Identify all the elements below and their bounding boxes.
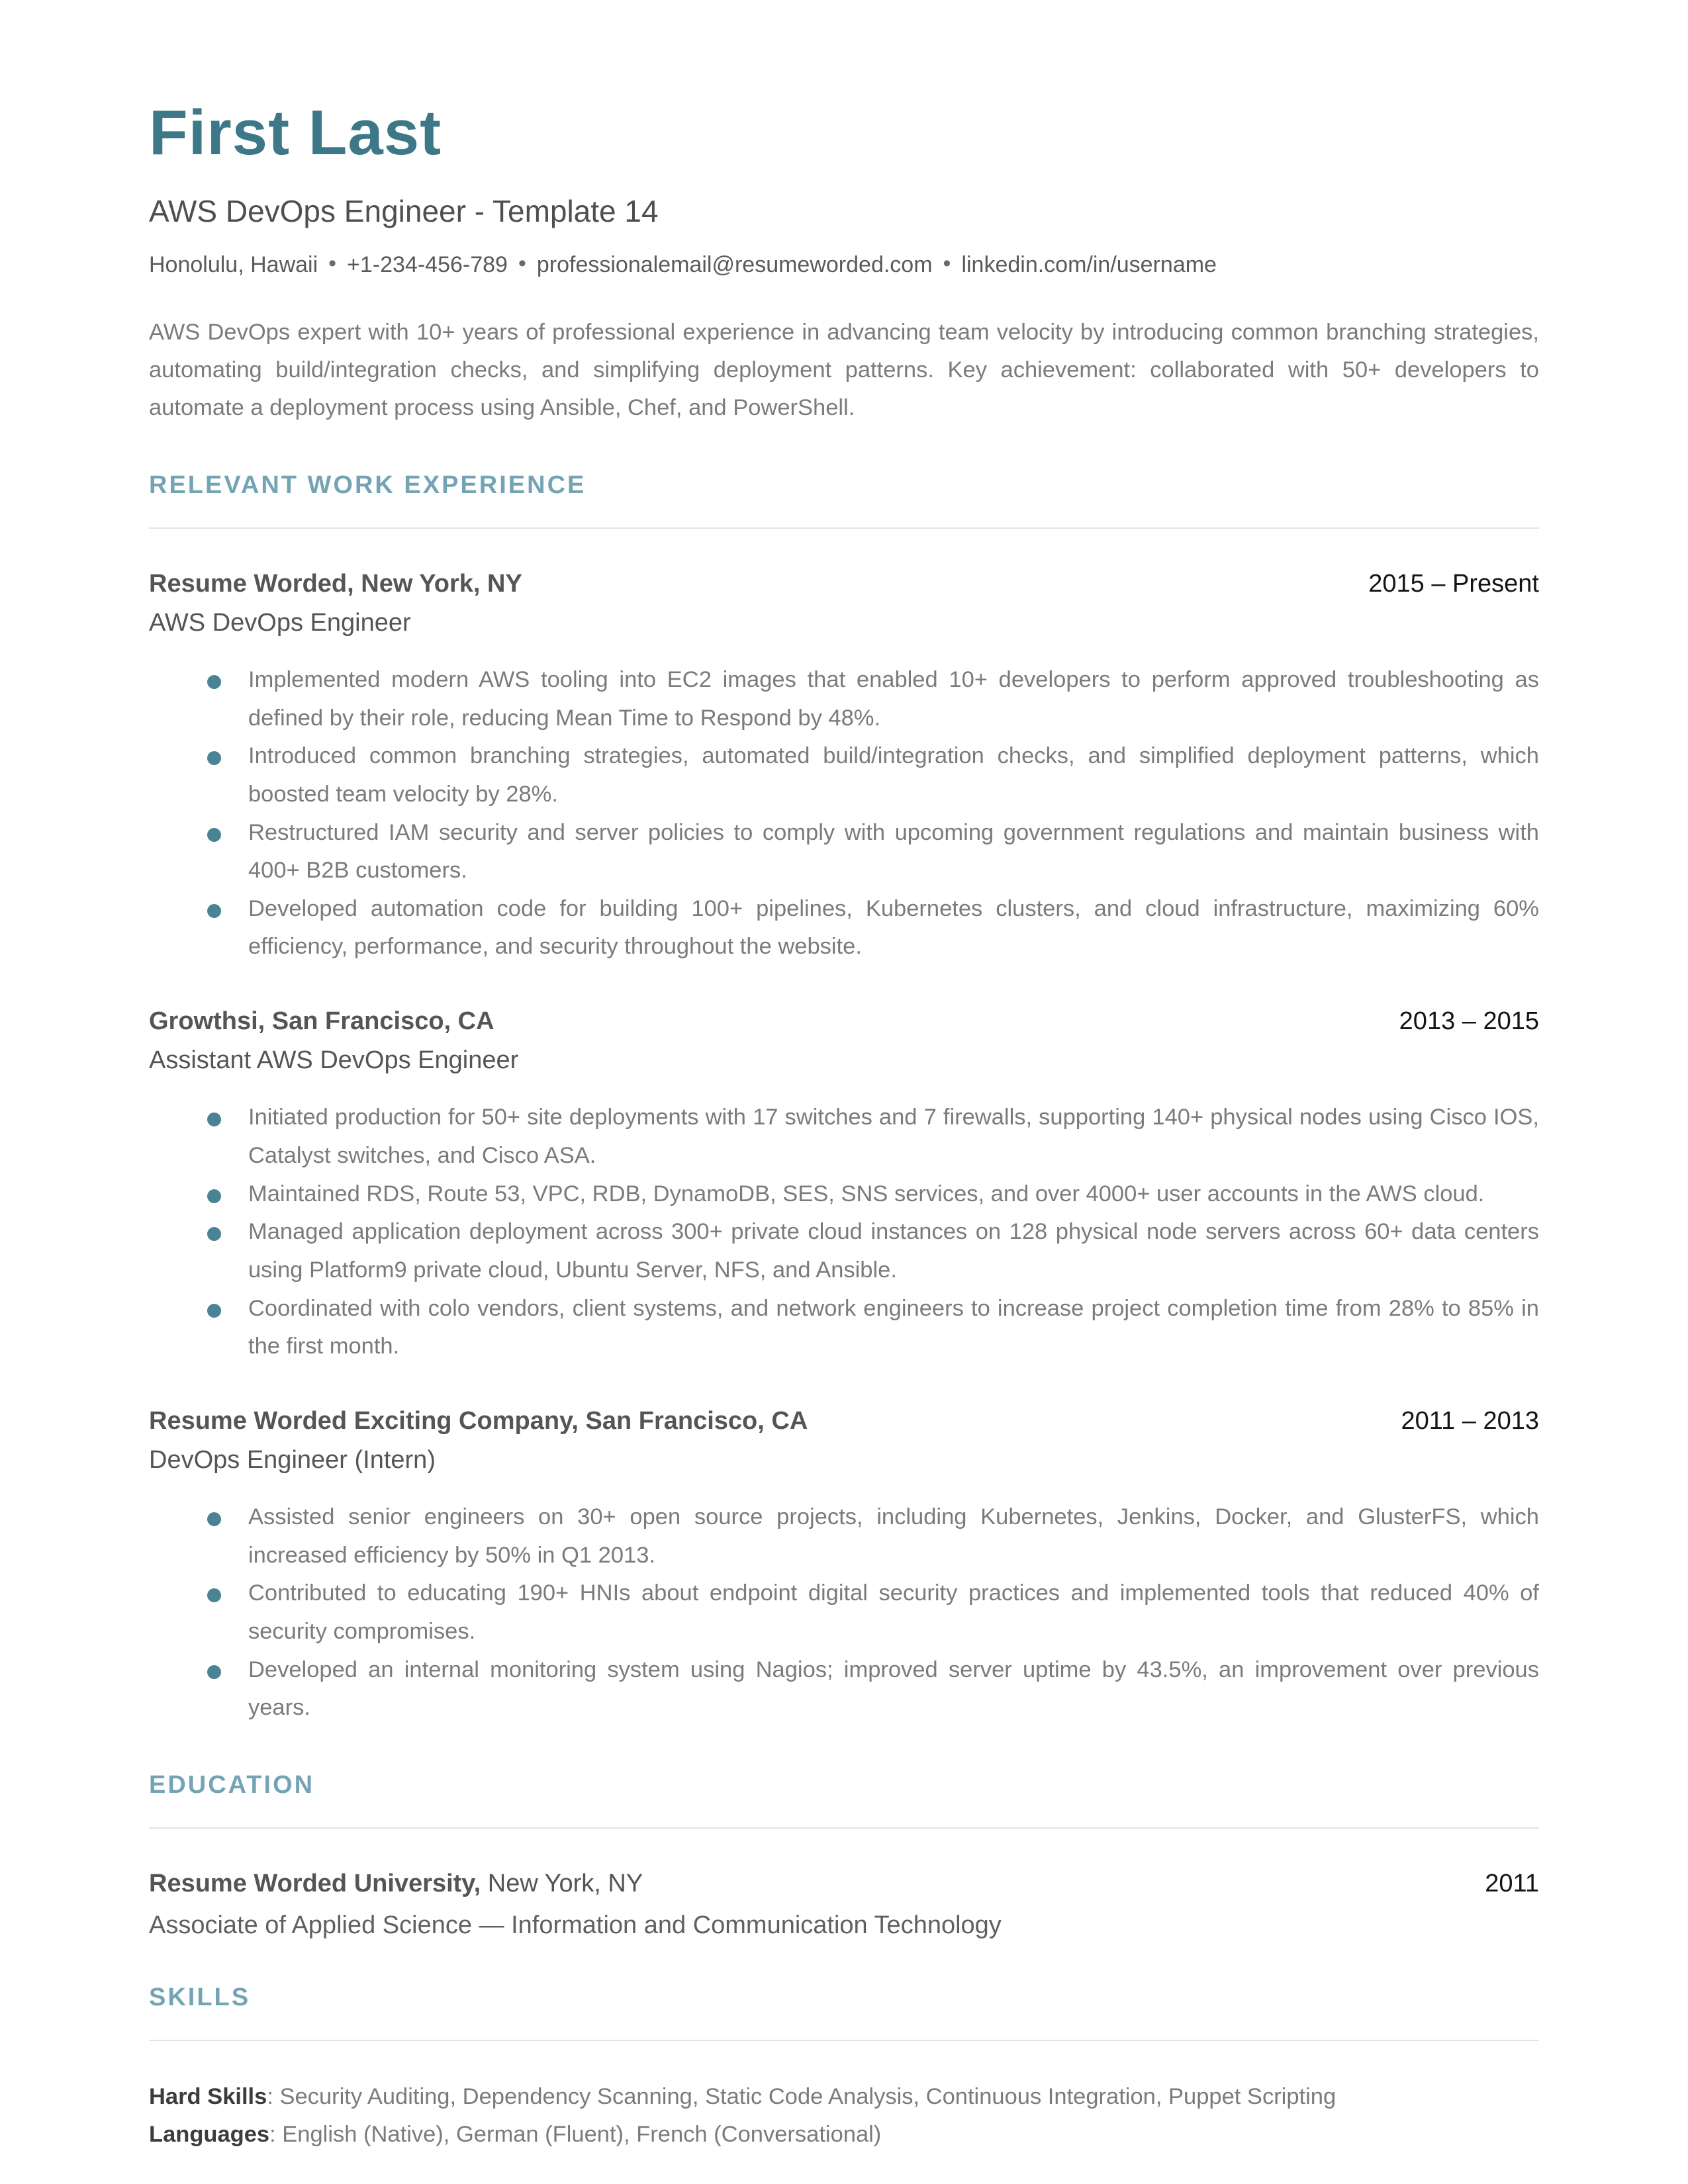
- job-company: Resume Worded Exciting Company, San Francisco, CA: [149, 1406, 808, 1435]
- education-dates: 2011: [1485, 1869, 1539, 1897]
- job-header: [149, 569, 1539, 600]
- section-divider: [149, 2040, 1539, 2041]
- bullet-list: [149, 661, 1539, 966]
- skill-line-hard-skills: [149, 2078, 1539, 2116]
- job-entry: [149, 1406, 1539, 1727]
- bullet-item: Initiated production for 50+ site deployments with 17 switches and 7 firewalls, supporting 140+ physical nodes using Cisco IOS, Catalyst switches, and Cisco ASA.: [149, 1099, 1539, 1175]
- contact-separator: •: [328, 250, 337, 276]
- section-divider: [149, 1827, 1539, 1829]
- skills-block: [149, 2078, 1539, 2153]
- contact-location: Honolulu, Hawaii: [149, 251, 318, 277]
- bullet-item: Maintained RDS, Route 53, VPC, RDB, DynamoDB, SES, SNS services, and over 4000+ user accounts in the AWS cloud.: [149, 1175, 1539, 1214]
- person-name: First Last: [149, 97, 442, 168]
- bullet-item: Introduced common branching strategies, automated build/integration checks, and simplified deployment patterns, which boosted team velocity by 28%.: [149, 737, 1539, 813]
- job-role: DevOps Engineer (Intern): [149, 1446, 436, 1475]
- education-degree: Associate of Applied Science — Information and Communication Technology: [149, 1911, 1002, 1940]
- job-company: Resume Worded, New York, NY: [149, 569, 522, 598]
- skill-label: Hard Skills: [149, 2084, 267, 2110]
- contact-separator: •: [943, 250, 951, 276]
- professional-summary: AWS DevOps expert with 10+ years of professional experience in advancing team velocity by introducing common branching strategies, automating build/integration checks, and simplifying deployment patterns. Key achievement: collaborated with 50+ developers to automate a deployment process using Ansible, Chef, and PowerShell.: [149, 319, 1539, 421]
- contact-line: [149, 252, 1539, 278]
- job-entry: [149, 569, 1539, 966]
- section-heading-education: EDUCATION: [149, 1770, 315, 1799]
- job-role: Assistant AWS DevOps Engineer: [149, 1046, 519, 1075]
- job-header: [149, 1406, 1539, 1437]
- job-entry: [149, 1006, 1539, 1366]
- education-header: [149, 1868, 1539, 1900]
- bullet-item: Implemented modern AWS tooling into EC2 images that enabled 10+ developers to perform approved troubleshooting as defined by their role, reducing Mean Time to Respond by 48%.: [149, 661, 1539, 737]
- education-entry: [149, 1868, 1539, 1940]
- job-role: AWS DevOps Engineer: [149, 609, 411, 637]
- resume-title: AWS DevOps Engineer - Template 14: [149, 193, 659, 228]
- bullet-item: Developed an internal monitoring system using Nagios; improved server uptime by 43.5%, an improvement over previous years.: [149, 1651, 1539, 1727]
- job-header: [149, 1006, 1539, 1038]
- job-company: Growthsi, San Francisco, CA: [149, 1007, 494, 1035]
- bullet-item: Assisted senior engineers on 30+ open source projects, including Kubernetes, Jenkins, Docker, and GlusterFS, which increased efficiency by 50% in Q1 2013.: [149, 1498, 1539, 1574]
- skill-label: Languages: [149, 2121, 270, 2147]
- skill-values: : English (Native), German (Fluent), French (Conversational): [269, 2121, 882, 2147]
- job-dates: 2011 – 2013: [1401, 1406, 1539, 1435]
- bullet-list: [149, 1099, 1539, 1365]
- contact-separator: •: [518, 250, 526, 276]
- bullet-item: Managed application deployment across 300+ private cloud instances on 128 physical node servers across 60+ data centers using Platform9 private cloud, Ubuntu Server, NFS, and Ansible.: [149, 1213, 1539, 1289]
- section-heading-experience: RELEVANT WORK EXPERIENCE: [149, 471, 586, 499]
- contact-email: professionalemail@resumeworded.com: [536, 251, 933, 277]
- contact-phone: +1-234-456-789: [347, 251, 508, 277]
- education-school-location: New York, NY: [487, 1869, 643, 1897]
- bullet-item: Restructured IAM security and server policies to comply with upcoming government regulations and maintain business with 400+ B2B customers.: [149, 814, 1539, 890]
- education-school: [149, 1868, 643, 1900]
- contact-linkedin: linkedin.com/in/username: [961, 251, 1217, 277]
- job-dates: 2013 – 2015: [1399, 1007, 1539, 1035]
- job-dates: 2015 – Present: [1368, 569, 1539, 598]
- education-school-name: Resume Worded University,: [149, 1869, 481, 1897]
- section-heading-skills: SKILLS: [149, 1983, 251, 2012]
- bullet-item: Contributed to educating 190+ HNIs about endpoint digital security practices and implemented tools that reduced 40% of security compromises.: [149, 1574, 1539, 1651]
- bullet-item: Coordinated with colo vendors, client systems, and network engineers to increase project completion time from 28% to 85% in the first month.: [149, 1290, 1539, 1366]
- skill-line-languages: [149, 2116, 1539, 2154]
- section-divider: [149, 527, 1539, 529]
- skill-values: : Security Auditing, Dependency Scanning, Static Code Analysis, Continuous Integration, Puppet Scripting: [267, 2084, 1336, 2110]
- bullet-item: Developed automation code for building 100+ pipelines, Kubernetes clusters, and cloud infrastructure, maximizing 60% efficiency, performance, and security throughout the website.: [149, 890, 1539, 966]
- bullet-list: [149, 1498, 1539, 1727]
